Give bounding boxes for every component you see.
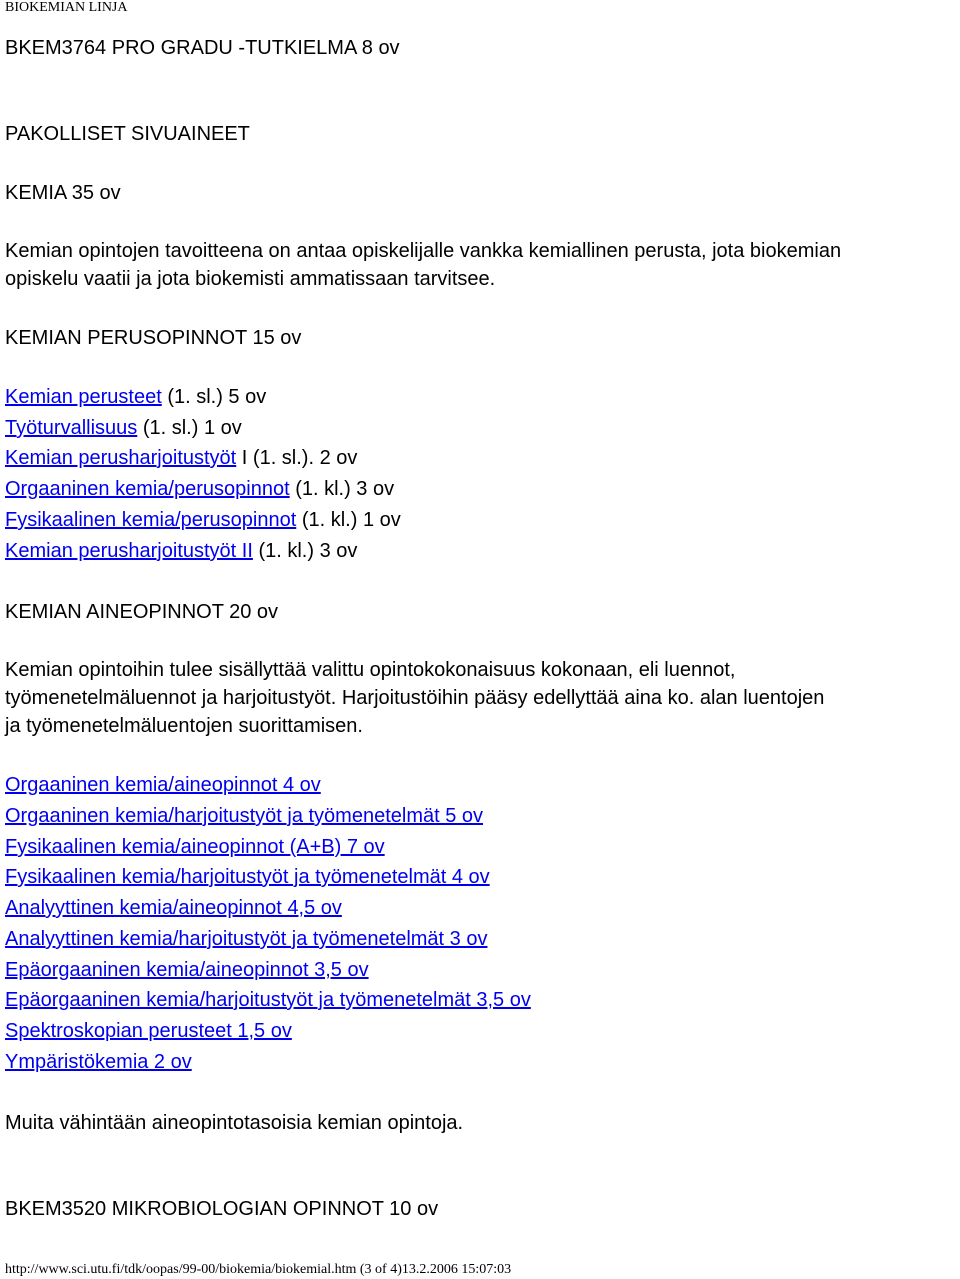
course-link[interactable]: Työturvallisuus	[5, 417, 138, 439]
course-details: I (1. sl.). 2 ov	[236, 447, 358, 469]
course-details: (1. kl.) 1 ov	[296, 509, 401, 531]
subject-studies-heading: KEMIAN AINEOPINNOT 20 ov	[5, 601, 279, 623]
course-link[interactable]: Kemian perusteet	[5, 386, 162, 408]
basic-course-item	[5, 538, 357, 564]
course-link[interactable]: Fysikaalinen kemia/perusopinnot	[5, 509, 297, 531]
basic-course-item	[5, 507, 401, 533]
subject-course-link[interactable]: Epäorgaaninen kemia/harjoitustyöt ja työmenetelmät 3,5 ov	[5, 989, 531, 1011]
subject-intro-line-2: työmenetelmäluennot ja harjoitustyöt. Harjoitustöihin pääsy edellyttää aina ko. alan luentojen	[5, 687, 825, 709]
subject-intro-line-1: Kemian opintoihin tulee sisällyttää valittu opintokokonaisuus kokonaan, eli luennot,	[5, 659, 736, 681]
course-details: (1. sl.) 1 ov	[137, 417, 242, 439]
subject-course-link[interactable]: Fysikaalinen kemia/aineopinnot (A+B) 7 ov	[5, 836, 385, 858]
subject-course-link[interactable]: Epäorgaaninen kemia/aineopinnot 3,5 ov	[5, 959, 369, 981]
subject-course-link[interactable]: Orgaaninen kemia/aineopinnot 4 ov	[5, 774, 321, 796]
subject-intro-line-3: ja työmenetelmäluentojen suorittamisen.	[5, 715, 363, 737]
course-details: (1. kl.) 3 ov	[289, 478, 395, 500]
thesis-heading: BKEM3764 PRO GRADU -TUTKIELMA 8 ov	[5, 37, 400, 59]
subject-course-link[interactable]: Orgaaninen kemia/harjoitustyöt ja työmenetelmät 5 ov	[5, 805, 484, 827]
course-link[interactable]: Kemian perusharjoitustyöt II	[5, 540, 253, 562]
basic-course-item	[5, 445, 357, 471]
chemistry-intro-line-1: Kemian opintojen tavoitteena on antaa opiskelijalle vankka kemiallinen perusta, jota biokemian	[5, 240, 842, 262]
additional-studies-note: Muita vähintään aineopintotasoisia kemian opintoja.	[5, 1112, 464, 1134]
chemistry-heading: KEMIA 35 ov	[5, 182, 121, 204]
basic-studies-heading: KEMIAN PERUSOPINNOT 15 ov	[5, 327, 302, 349]
subject-course-link[interactable]: Analyyttinen kemia/aineopinnot 4,5 ov	[5, 897, 342, 919]
course-details: (1. sl.) 5 ov	[161, 386, 267, 408]
subject-course-link[interactable]: Analyyttinen kemia/harjoitustyöt ja työmenetelmät 3 ov	[5, 928, 488, 950]
basic-course-item	[5, 415, 242, 441]
microbiology-heading: BKEM3520 MIKROBIOLOGIAN OPINNOT 10 ov	[5, 1198, 439, 1220]
subject-course-link[interactable]: Spektroskopian perusteet 1,5 ov	[5, 1020, 292, 1042]
chemistry-intro-line-2: opiskelu vaatii ja jota biokemisti ammatissaan tarvitsee.	[5, 268, 496, 290]
course-details: (1. kl.) 3 ov	[252, 540, 358, 562]
minor-subjects-heading: PAKOLLISET SIVUAINEET	[5, 123, 250, 145]
basic-course-item	[5, 384, 266, 410]
page-url-footer: http://www.sci.utu.fi/tdk/oopas/99-00/biokemia/biokemial.htm (3 of 4)13.2.2006 15:07:03	[5, 1262, 512, 1277]
running-header: BIOKEMIAN LINJA	[5, 0, 128, 15]
subject-course-link[interactable]: Ympäristökemia 2 ov	[5, 1051, 192, 1073]
basic-course-item	[5, 476, 394, 502]
course-link[interactable]: Kemian perusharjoitustyöt	[5, 447, 237, 469]
subject-course-link[interactable]: Fysikaalinen kemia/harjoitustyöt ja työmenetelmät 4 ov	[5, 866, 490, 888]
course-link[interactable]: Orgaaninen kemia/perusopinnot	[5, 478, 290, 500]
